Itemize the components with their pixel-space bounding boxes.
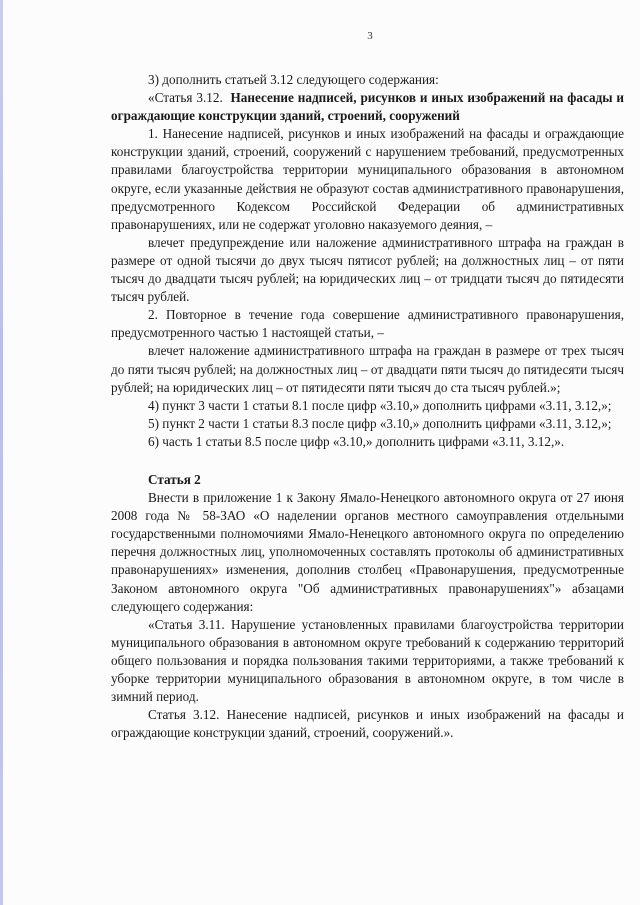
scan-edge xyxy=(0,0,3,905)
article-2-item-3-12: Статья 3.12. Нанесение надписей, рисунков и иных изображений на фасады и ограждающие конструкции зданий, строений, сооружений.». xyxy=(111,707,624,741)
article-3-12-title xyxy=(111,89,624,125)
amend-item-5: 5) пункт 2 части 1 статьи 8.3 после цифр «3.10,» дополнить цифрами «3.11, 3.12,»; xyxy=(148,415,612,431)
article-3-12-title-prefix: «Статья 3.12. xyxy=(148,90,223,106)
article-2-heading: Статья 2 xyxy=(148,471,201,487)
article-2-intro: Внести в приложение 1 к Закону Ямало-Ненецкого автономного округа от 27 июня 2008 года № 58-ЗАО «О наделении органов местного самоуправления отдельными государственными полномочиями Ямало-Ненецкого автономного округа по определению перечня должностных лиц, уполномоченных составлять протоколы об административных правонарушениях» изменения, дополнив столбец «Правонарушения, предусмотренные Законом автономного округа "Об административных правонарушениях"» абзацами следующего содержания: xyxy=(111,490,624,614)
article-3-12-part-2: 2. Повторное в течение года совершение административного правонарушения, предусмотренного частью 1 настоящей статьи, – xyxy=(111,307,624,341)
amend-item-4: 4) пункт 3 части 1 статьи 8.1 после цифр «3.10,» дополнить цифрами «3.11, 3.12,»; xyxy=(148,397,612,413)
article-3-12-title-text: Нанесение надписей, рисунков и иных изображений на фасады и ограждающие конструкции зданий, строений, сооружений xyxy=(111,90,625,124)
amend-item-6: 6) часть 1 статьи 8.5 после цифр «3.10,» дополнить цифрами «3.11, 3.12,». xyxy=(148,433,565,449)
article-3-12-part-1-penalty: влечет предупреждение или наложение административного штрафа на граждан в размере от одной тысячи до двух тысяч пятисот рублей; на должностных лиц – от пяти тысяч до двадцати тысяч рублей; на юридических лиц – от тридцати тысяч до пятидесяти тысяч рублей. xyxy=(111,234,624,305)
article-2-item-3-11: «Статья 3.11. Нарушение установленных правилами благоустройства территории муниципального образования в автономном округе требований к содержанию территорий общего пользования и порядка пользования такими территориями, а также требований к уборке территории муниципального образования в автономном округе, в том числе в зимний период. xyxy=(111,616,624,705)
document-body xyxy=(111,71,624,742)
article-3-12-part-2-penalty: влечет наложение административного штрафа на граждан в размере от трех тысяч до пяти тысяч рублей; на должностных лиц – от двадцати пяти тысяч до пятидесяти тысяч рублей; на юридических лиц – от пятидесяти пяти тысяч до ста тысяч рублей.»; xyxy=(111,343,624,395)
article-3-12-part-1: 1. Нанесение надписей, рисунков и иных изображений на фасады и ограждающие конструкции зданий, строений, сооружений с нарушением требований, предусмотренных правилами благоустройства территории муниципального образования в автономном округе, если указанные действия не образуют состав административного правонарушения, предусмотренного Кодексом Российской Федерации об административных правонарушениях, или не содержат уголовно наказуемого деяния, – xyxy=(111,126,624,232)
page-number: 3 xyxy=(367,30,373,42)
amend-item-3: 3) дополнить статьей 3.12 следующего содержания: xyxy=(148,72,439,87)
section-gap xyxy=(111,451,624,471)
